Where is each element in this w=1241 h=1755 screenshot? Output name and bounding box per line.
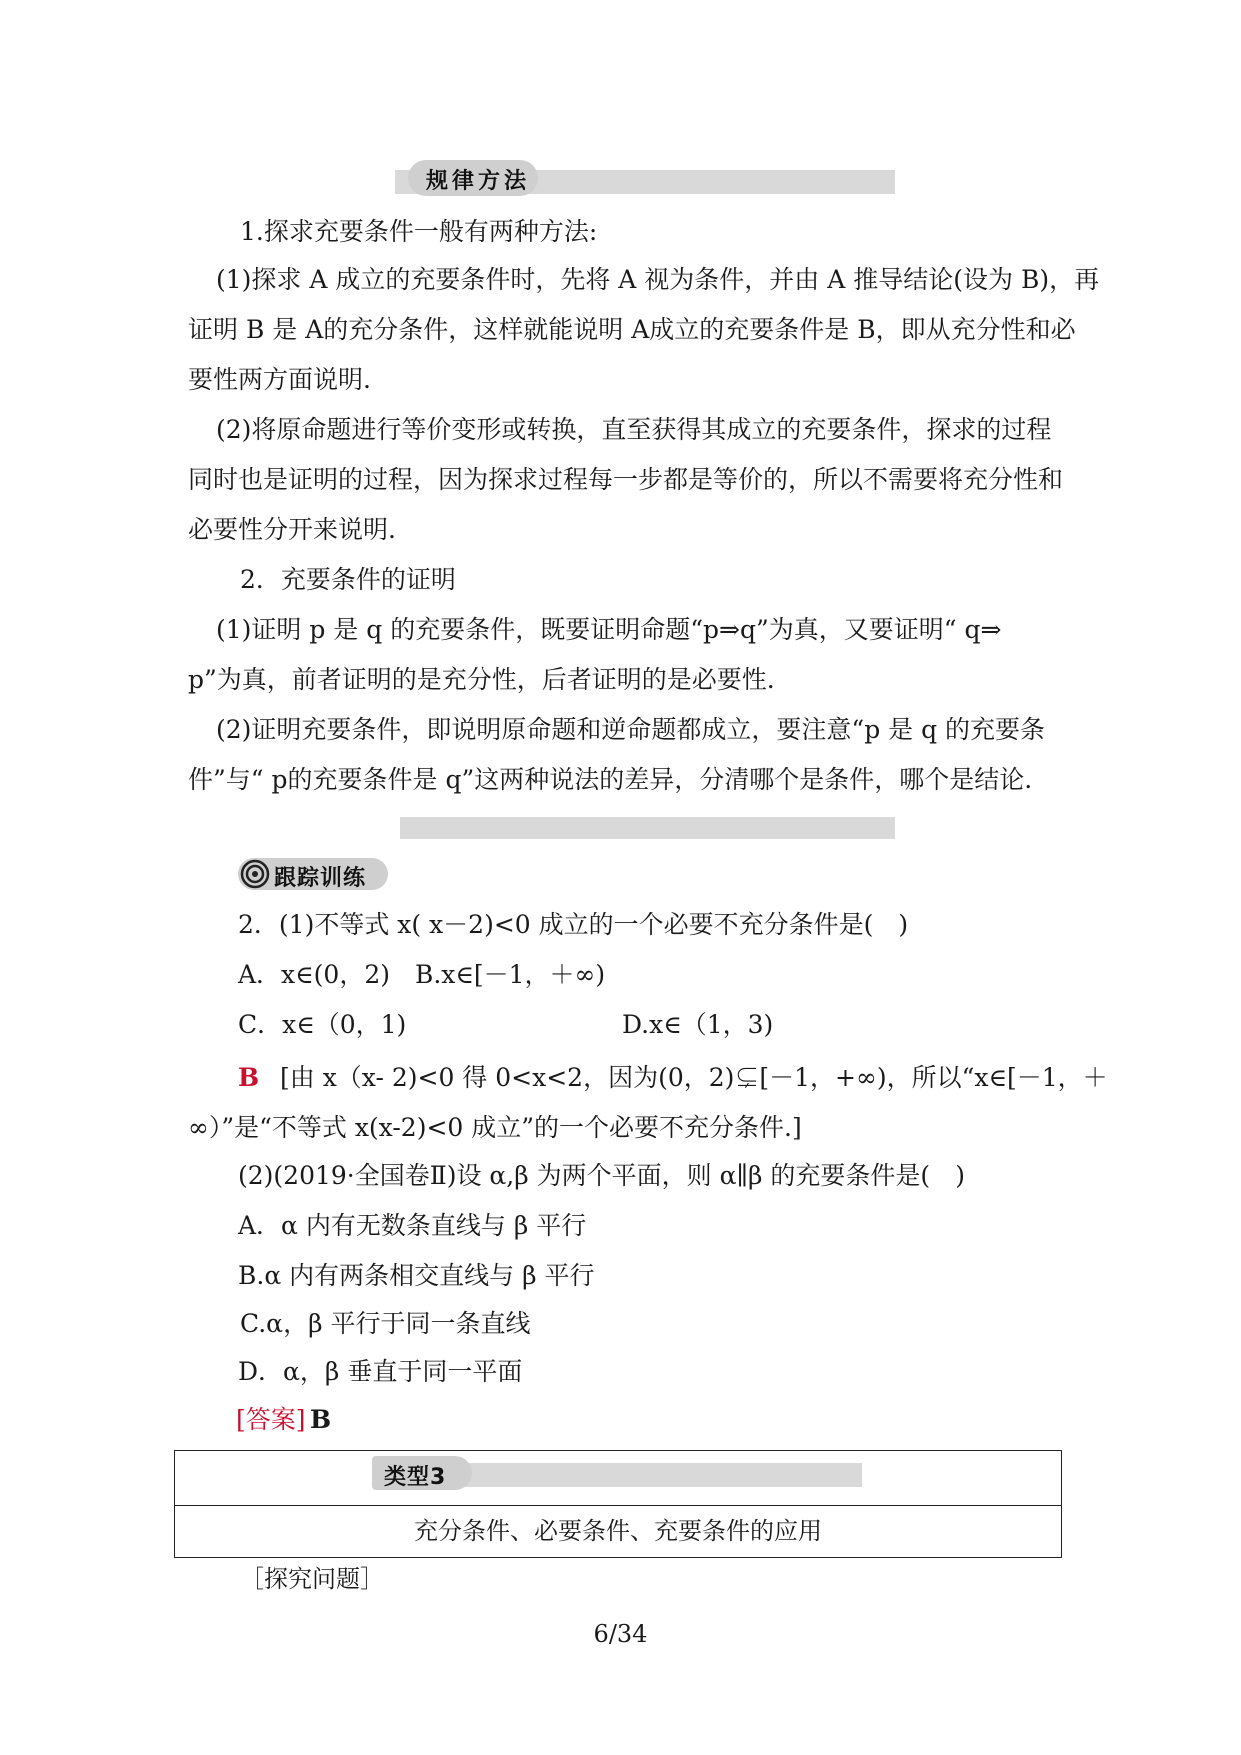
- target-icon: [240, 859, 270, 889]
- method-p3-line2: 同时也是证明的过程，因为探求过程每一步都是等价的，所以不需要将充分性和: [188, 465, 1064, 494]
- q2-option-c: C.α，β 平行于同一条直线: [240, 1309, 531, 1338]
- method-footer-bar: [400, 817, 895, 839]
- method-p3-line3: 必要性分开来说明.: [188, 515, 396, 544]
- q1-answer-line1: [由 x（x- 2)<0 得 0<x<2，因为(0，2)⊊[－1，+∞)，所以“x∈[－1，＋: [280, 1063, 1108, 1092]
- type3-divider: [174, 1505, 1062, 1506]
- q2-answer-value: B: [310, 1405, 332, 1434]
- method-p2-line3: 要性两方面说明.: [188, 365, 371, 394]
- q2-stem: (2)(2019·全国卷Ⅱ)设 α,β 为两个平面，则 α∥β 的充要条件是( ): [238, 1161, 965, 1190]
- q2-option-b: B.α 内有两条相交直线与 β 平行: [238, 1261, 595, 1290]
- q2-option-a: A．α 内有无数条直线与 β 平行: [238, 1211, 587, 1240]
- q1-options-ab: A．x∈(0，2) B.x∈[－1，＋∞): [238, 960, 606, 989]
- method-p2-line1: (1)探求 A 成立的充要条件时，先将 A 视为条件，并由 A 推导结论(设为 B)，再: [216, 265, 1100, 294]
- method-p6-line1: (2)证明充要条件，即说明原命题和逆命题都成立，要注意“p 是 q 的充要条: [216, 715, 1046, 744]
- method-p4: 2．充要条件的证明: [240, 565, 456, 594]
- q1-answer-letter: B: [238, 1063, 260, 1092]
- q2-answer-label: [答案]: [236, 1405, 306, 1434]
- method-p5-line1: (1)证明 p 是 q 的充要条件，既要证明命题“p⇒q”为真，又要证明“ q⇒: [216, 615, 1002, 644]
- method-p5-line2: p”为真，前者证明的是充分性，后者证明的是必要性.: [188, 665, 775, 694]
- type3-title: 充分条件、必要条件、充要条件的应用: [414, 1517, 822, 1545]
- q1-option-c: C．x∈（0，1): [238, 1010, 407, 1039]
- method-p2-line2: 证明 B 是 A的充分条件，这样就能说明 A成立的充要条件是 B，即从充分性和必: [188, 315, 1076, 344]
- training-title: 跟踪训练: [274, 866, 367, 891]
- method-p3-line1: (2)将原命题进行等价变形或转换，直至获得其成立的充要条件，探求的过程: [216, 415, 1052, 444]
- q2-option-d: D．α，β 垂直于同一平面: [238, 1357, 523, 1386]
- q1-stem: 2．(1)不等式 x( x－2)<0 成立的一个必要不充分条件是( ): [238, 910, 909, 939]
- explore-heading: ［探究问题］: [240, 1565, 384, 1593]
- q1-answer-line2: ∞）”是“不等式 x(x-2)<0 成立”的一个必要不充分条件.]: [188, 1113, 802, 1142]
- method-title: 规律方法: [426, 169, 531, 194]
- page-number: 6/34: [593, 1620, 648, 1648]
- method-p6-line2: 件”与“ p的充要条件是 q”这两种说法的差异，分清哪个是条件，哪个是结论.: [188, 765, 1033, 794]
- q1-option-d: D.x∈（1，3): [622, 1010, 774, 1039]
- method-p1: 1.探求充要条件一般有两种方法:: [240, 217, 598, 246]
- type3-tag: 类型3: [384, 1465, 447, 1490]
